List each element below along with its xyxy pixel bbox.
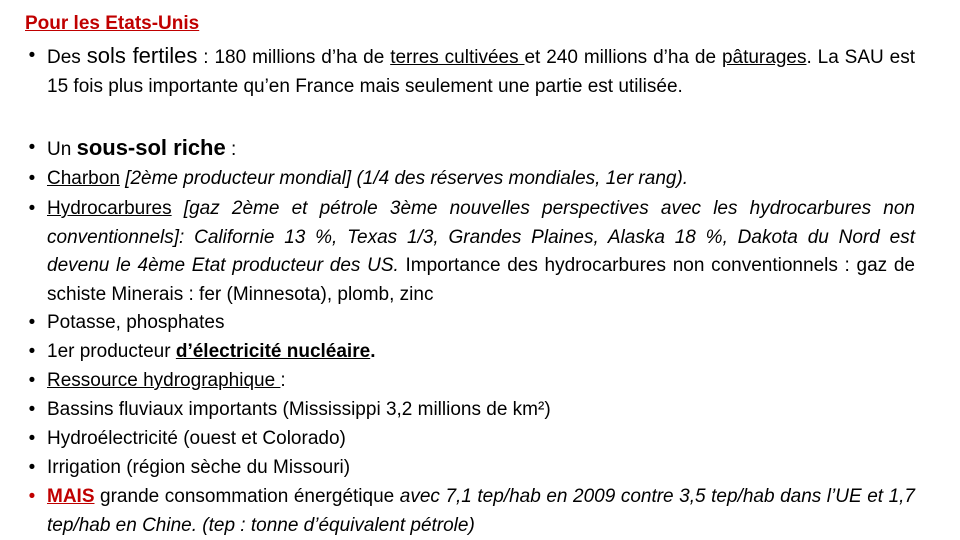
hydrocarbons-post: Importance des hydrocarbures non conventionnels : gaz de schiste Minerais : fer (Minnesota), plomb, zinc (47, 255, 915, 305)
coal-label: Charbon (47, 168, 120, 189)
potash-text: Potasse, phosphates (47, 312, 225, 333)
bullet-icon: • (28, 486, 36, 507)
soils-cultivated: terres cultivées (390, 47, 525, 68)
hydrocarbons-label: Hydrocarbures (47, 198, 172, 219)
list-item-nuclear (25, 338, 915, 367)
energy-mid: grande consommation énergétique (94, 486, 400, 507)
bullet-icon: • (28, 457, 36, 478)
coal-detail: [2ème producteur mondial] (1/4 des réserves mondiales, 1er rang). (119, 168, 689, 189)
hydro-resource-label: Ressource hydrographique (47, 370, 281, 391)
list-item-potash (25, 309, 915, 338)
bullet-icon: • (28, 45, 36, 66)
soils-mid2: et 240 millions d’ha de (524, 47, 722, 68)
energy-detail: avec 7,1 tep/hab en 2009 contre 3,5 tep/hab dans l’UE et 1,7 tep/hab en Chine. (tep : tonne d’équivalent pétrole) (47, 486, 915, 536)
list-item-coal (25, 165, 915, 194)
list-item-hydro-resource (25, 367, 915, 396)
nuclear-pre: 1er producteur (47, 341, 176, 362)
bullet-icon: • (28, 399, 36, 420)
list-item-basins (25, 396, 915, 425)
nuclear-post: . (370, 341, 376, 362)
list-item-soils (25, 42, 915, 101)
irrigation-text: Irrigation (région sèche du Missouri) (47, 457, 351, 478)
soils-mid1: : 180 millions d’ha de (197, 47, 391, 68)
list-item-irrigation (25, 454, 915, 483)
bullet-icon: • (28, 341, 36, 362)
subsoil-post: : (225, 139, 237, 160)
list-item-energy (25, 483, 915, 540)
soils-pastures: pâturages (721, 47, 807, 68)
soils-post: . La SAU est 15 fois plus importante qu’en France mais seulement une partie est utilisée. (47, 47, 916, 97)
bullet-icon: • (28, 168, 36, 189)
subsoil-pre: Un (47, 139, 77, 160)
subsoil-strong: sous-sol riche (76, 135, 226, 160)
list-item-subsoil (25, 134, 915, 165)
hydrocarbons-detail: [gaz 2ème et pétrole 3ème nouvelles perspectives avec les hydrocarbures non conventionnels]: Californie 13 %, Texas 1/3, Grandes Plaines, Alaska 18 %, Dakota du Nord est devenu le 4ème Etat producteur des US. (47, 198, 915, 276)
energy-strong: MAIS (47, 486, 95, 507)
list-item-hydrocarbons (25, 195, 915, 309)
soils-pre: Des (47, 47, 87, 68)
hydroelectric-text: Hydroélectricité (ouest et Colorado) (47, 428, 346, 449)
page-title: Pour les Etats-Unis (25, 13, 200, 34)
basins-text: Bassins fluviaux importants (Mississippi 3,2 millions de km²) (47, 399, 551, 420)
bullet-icon: • (28, 137, 36, 158)
bullet-icon: • (28, 312, 36, 333)
hydro-resource-post: : (280, 370, 286, 391)
bullet-icon: • (28, 370, 36, 391)
soils-strong: sols fertiles (86, 43, 198, 68)
nuclear-strong: d’électricité nucléaire (175, 341, 371, 362)
bullet-icon: • (28, 428, 36, 449)
list-item-hydroelectric (25, 425, 915, 454)
bullet-icon: • (28, 198, 36, 219)
